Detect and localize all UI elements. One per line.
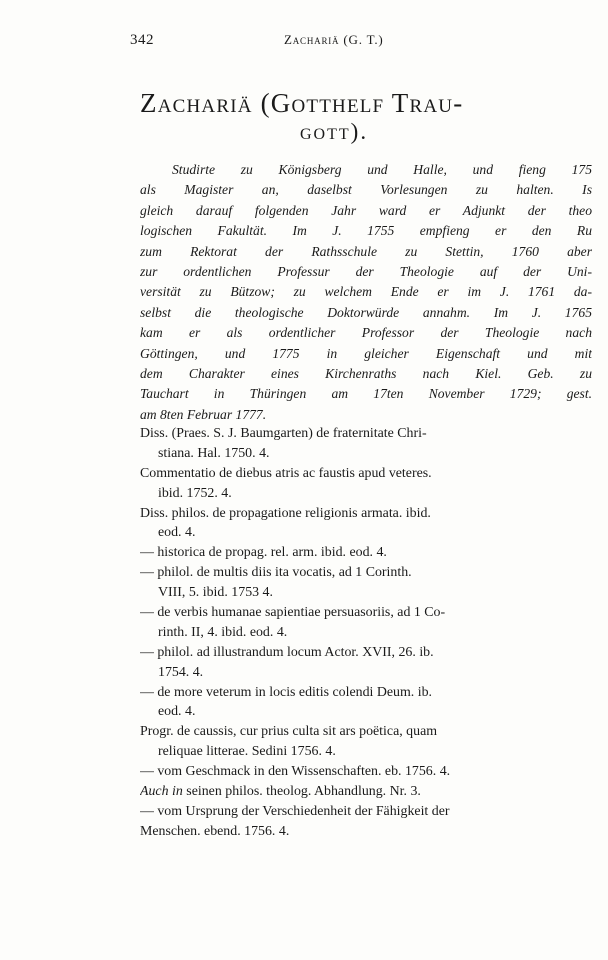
entry-title-line-2: gott).	[300, 119, 369, 144]
bibliography-line: Progr. de caussis, cur prius culta sit ars poëtica, quam	[140, 724, 438, 740]
bibliography-line: — philol. de multis diis ita vocatis, ad 1 Corinth.	[140, 565, 412, 581]
bibliography-line: Menschen. ebend. 1756. 4.	[140, 823, 290, 839]
biography-line: dem Charakter eines Kirchenraths nach Kiel. Geb. zu	[140, 365, 592, 381]
bibliography-line: — vom Ursprung der Verschiedenheit der Fähigkeit der	[140, 803, 450, 819]
biography-line: zum Rektorat der Rathsschule zu Stettin, 1760 aber	[140, 243, 592, 259]
biography-line: logischen Fakultät. Im J. 1755 empfieng er den Ru	[140, 223, 592, 239]
bibliography-line: rinth. II, 4. ibid. eod. 4.	[158, 624, 288, 640]
bibliography-line: — philol. ad illustrandum locum Actor. XVII, 26. ib.	[140, 644, 434, 660]
bibliography-line: stiana. Hal. 1750. 4.	[158, 445, 270, 461]
bibliography-line: VIII, 5. ibid. 1753 4.	[158, 585, 273, 601]
biography-line: versität zu Bützow; zu welchem Ende er im J. 1761 da-	[140, 284, 592, 300]
biography-line: Studirte zu Königsberg und Halle, und fieng 175	[172, 162, 592, 177]
page-number: 342	[130, 32, 154, 48]
bibliography-line: — vom Geschmack in den Wissenschaften. eb. 1756. 4.	[140, 764, 451, 780]
bibliography-line: eod. 4.	[158, 525, 196, 541]
roman-text: seinen philos. theolog. Abhandlung. Nr. 3.	[182, 784, 421, 800]
biography-line: Göttingen, und 1775 in gleicher Eigenschaft und mit	[140, 345, 592, 361]
running-head: Zachariä (G. T.)	[284, 32, 384, 47]
biography-line: Tauchart in Thüringen am 17ten November 1729; gest.	[140, 386, 592, 402]
bibliography-line: Diss. philos. de propagatione religionis armata. ibid.	[140, 505, 431, 521]
bibliography-line	[140, 782, 592, 802]
bibliography-line: Diss. (Praes. S. J. Baumgarten) de fraternitate Chri-	[140, 426, 427, 441]
bibliography-line: Commentatio de diebus atris ac faustis apud veteres.	[140, 465, 432, 481]
italic-text: Auch in	[140, 784, 183, 800]
entry-title-line-1: Zachariä (Gotthelf Trau-	[140, 88, 464, 118]
bibliography-line: ibid. 1752. 4.	[158, 485, 232, 501]
biography-line: gleich darauf folgenden Jahr ward er Adjunkt der theo	[140, 202, 592, 218]
bibliography-line: eod. 4.	[158, 704, 196, 720]
biography-line: selbst die theologische Doktorwürde annahm. Im J. 1765	[140, 304, 592, 320]
biography-line: am 8ten Februar 1777.	[140, 406, 267, 422]
biography-line: kam er als ordentlicher Professor der Theologie nach	[140, 325, 592, 341]
bibliography-line: reliquae litterae. Sedini 1756. 4.	[158, 744, 336, 760]
bibliography-line: — de verbis humanae sapientiae persuasoriis, ad 1 Co-	[140, 605, 446, 621]
bibliography-line: 1754. 4.	[158, 664, 204, 680]
biography-line: zur ordentlichen Professur der Theologie auf der Uni-	[140, 263, 592, 279]
biography-line: als Magister an, daselbst Vorlesungen zu halten. Is	[140, 182, 592, 198]
biography-paragraph	[140, 160, 592, 425]
works-list	[140, 424, 592, 842]
bibliography-line: — de more veterum in locis editis colendi Deum. ib.	[140, 684, 433, 700]
bibliography-line: — historica de propag. rel. arm. ibid. eod. 4.	[140, 545, 387, 561]
page-header	[130, 32, 430, 54]
